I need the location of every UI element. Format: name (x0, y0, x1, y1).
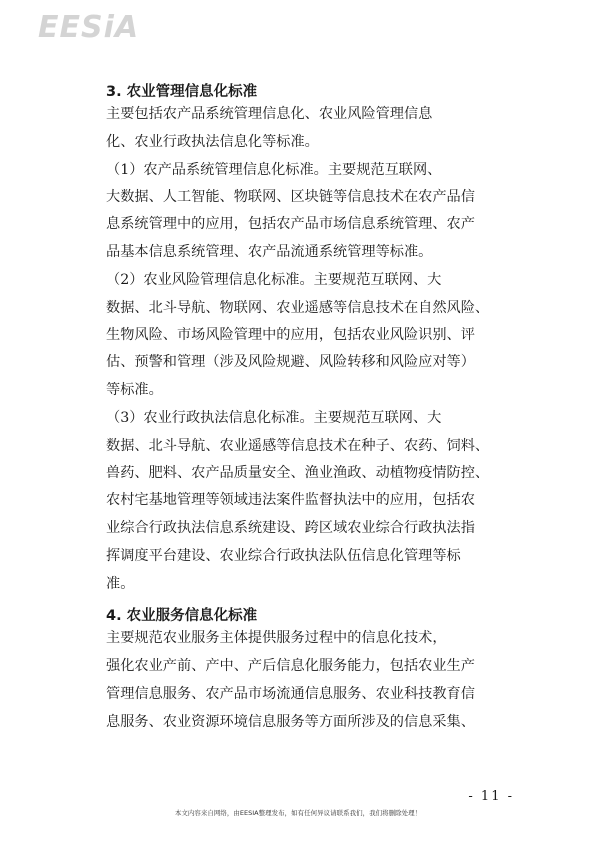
section-4-line-2: 强化农业产前、产中、产后信息化服务能力，包括农业生产 (106, 658, 475, 674)
section-3-line-3: （1）农产品系统管理信息化标准。主要规范互联网、 (106, 162, 442, 178)
footer-disclaimer: 本文内容来自网络，由EESIA整理发布，如有任何异议请联系我们，我们将删除处理！ (174, 809, 422, 817)
section-3-line-4: 大数据、人工智能、物联网、区块链等信息技术在农产品信 (106, 189, 475, 205)
section-3-line-17: 挥调度平台建设、农业综合行政执法队伍信息化管理等标 (106, 548, 461, 564)
section-3-line-15: 农村宅基地管理等领域违法案件监督执法中的应用，包括农 (106, 492, 475, 508)
section-4-line-3: 管理信息服务、农产品市场流通信息服务、农业科技教育信 (106, 686, 475, 702)
section-3-line-9: 生物风险、市场风险管理中的应用，包括农业风险识别、评 (106, 327, 475, 343)
section-3-line-16: 业综合行政执法信息系统建设、跨区域农业综合行政执法指 (106, 520, 475, 536)
section-3-line-10: 估、预警和管理（涉及风险规避、风险转移和风险应对等） (106, 354, 475, 370)
section-3-heading: 3. 农业管理信息化标准 (106, 84, 258, 100)
section-3-line-2: 化、农业行政执法信息化等标准。 (106, 134, 319, 150)
section-4-heading: 4. 农业服务信息化标准 (106, 608, 258, 624)
eesia-logo: EESiA (38, 10, 140, 45)
section-4-line-1: 主要规范农业服务主体提供服务过程中的信息化技术， (106, 630, 447, 646)
section-3-line-1: 主要包括农产品系统管理信息化、农业风险管理信息 (106, 106, 433, 122)
section-3-line-8: 数据、北斗导航、物联网、农业遥感等信息技术在自然风险、 (106, 300, 490, 316)
section-3-line-18: 准。 (106, 576, 135, 592)
page-number: - 11 - (468, 789, 514, 804)
section-3-line-6: 品基本信息系统管理、农产品流通系统管理等标准。 (106, 244, 433, 260)
section-3-line-5: 息系统管理中的应用，包括农产品市场信息系统管理、农产 (106, 216, 475, 232)
section-3-line-12: （3）农业行政执法信息化标准。主要规范互联网、大 (106, 410, 442, 426)
section-3-line-11: 等标准。 (106, 382, 163, 398)
section-3-line-7: （2）农业风险管理信息化标准。主要规范互联网、大 (106, 272, 442, 288)
section-4-line-4: 息服务、农业资源环境信息服务等方面所涉及的信息采集、 (106, 714, 475, 730)
section-3-line-13: 数据、北斗导航、农业遥感等信息技术在种子、农药、饲料、 (106, 438, 490, 454)
section-3-line-14: 兽药、肥料、农产品质量安全、渔业渔政、动植物疫情防控、 (106, 465, 490, 481)
